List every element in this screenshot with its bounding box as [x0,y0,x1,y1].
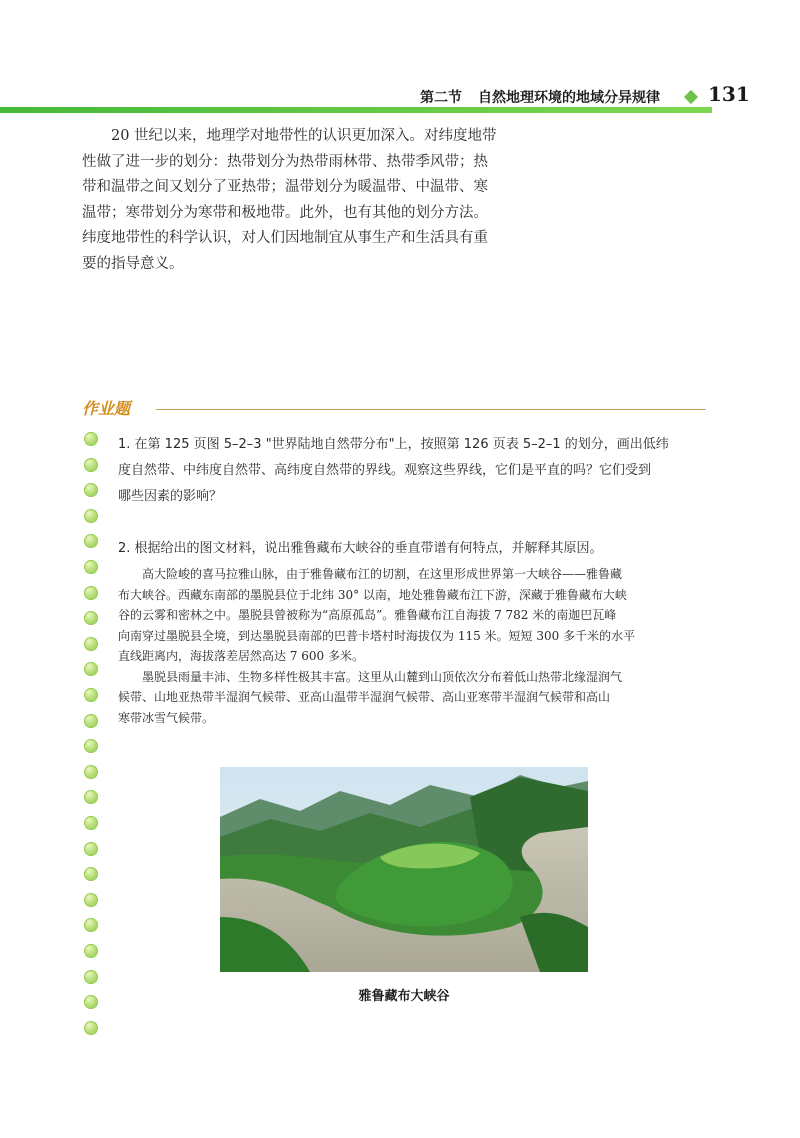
material-line: 谷的云雾和密林之中。墨脱县曾被称为“高原孤岛”。雅鲁藏布江自海拔 7 782 米的南迦巴瓦峰 [118,608,617,622]
intro-line: 温带；寒带划分为寒带和极地带。此外，也有其他的划分方法。 [82,204,488,221]
margin-dot [84,816,98,830]
margin-dot [84,1021,98,1035]
margin-dot [84,867,98,881]
margin-dot [84,688,98,702]
material-line: 高大险峻的喜马拉雅山脉，由于雅鲁藏布江的切割，在这里形成世界第一大峡谷——雅鲁藏 [142,567,623,581]
margin-dot [84,918,98,932]
question-1-line: 哪些因素的影响？ [118,489,223,504]
margin-dot [84,637,98,651]
margin-dot [84,739,98,753]
margin-dot [84,509,98,523]
margin-dot [84,611,98,625]
intro-line: 性做了进一步的划分：热带划分为热带雨林带、热带季风带；热 [82,153,488,170]
question-1-line: 1. 在第 125 页图 5–2–3 "世界陆地自然带分布"上，按照第 126 页表 5–2–1 的划分，画出低纬 [118,437,669,452]
homework-header [82,396,706,422]
page-number: 131 [708,82,750,106]
margin-dot [84,790,98,804]
margin-dot [84,714,98,728]
margin-dot [84,458,98,472]
canyon-illustration [220,767,588,972]
margin-dot [84,560,98,574]
material-line: 布大峡谷。西藏东南部的墨脱县位于北纬 30° 以南，地处雅鲁藏布江下游，深藏于雅鲁藏布大峡 [118,587,627,602]
material-line: 寒带冰雪气候带。 [118,710,215,725]
material-line: 候带、山地亚热带半湿润气候带、亚高山温带半湿润气候带、高山亚寒带半湿润气候带和高山 [118,690,611,704]
material-line: 墨脱县雨量丰沛、生物多样性极其丰富。这里从山麓到山顶依次分布着低山热带北缘湿润气 [142,669,623,684]
margin-dot [84,995,98,1009]
chapter-section-title [420,87,660,107]
intro-line: 要的指导意义。 [82,255,184,272]
question-2-material [118,564,708,728]
question-1-line: 度自然带、中纬度自然带、高纬度自然带的界线。观察这些界线，它们是平直的吗？它们受到 [118,463,652,478]
photo-caption: 雅鲁藏布大峡谷 [358,989,450,1004]
material-line: 向南穿过墨脱县全境，到达墨脱县南部的巴普卡塔村时海拔仅为 115 米。短短 300 多千米的水平 [118,628,636,643]
material-line: 直线距离内，海拔落差居然高达 7 600 多米。 [118,649,364,663]
intro-line: 带和温带之间又划分了亚热带；温带划分为暖温带、中温带、寒 [82,179,488,195]
question-2: 2. 根据给出的图文材料，说出雅鲁藏布大峡谷的垂直带谱有何特点，并解释其原因。 [118,541,603,556]
margin-dot [84,483,98,497]
homework-divider [156,409,706,410]
margin-dot [84,970,98,984]
header-rule [0,107,712,113]
margin-dot [84,432,98,446]
section-label: 第二节 [420,90,462,106]
homework-title: 作业题 [82,399,131,418]
intro-line: 纬度地带性的科学认识，对人们因地制宜从事生产和生活具有重 [82,230,488,246]
page-header [0,83,800,113]
margin-dot [84,944,98,958]
diamond-icon [684,90,698,104]
margin-dot [84,586,98,600]
margin-dot [84,893,98,907]
margin-dot [84,765,98,779]
intro-paragraph [82,124,562,277]
section-title: 自然地理环境的地域分异规律 [478,90,660,106]
intro-line: 20 世纪以来，地理学对地带性的认识更加深入。对纬度地带 [111,128,497,144]
canyon-photo [220,767,588,972]
margin-dot [84,842,98,856]
question-1 [118,432,708,510]
margin-dot [84,534,98,548]
margin-dot [84,662,98,676]
